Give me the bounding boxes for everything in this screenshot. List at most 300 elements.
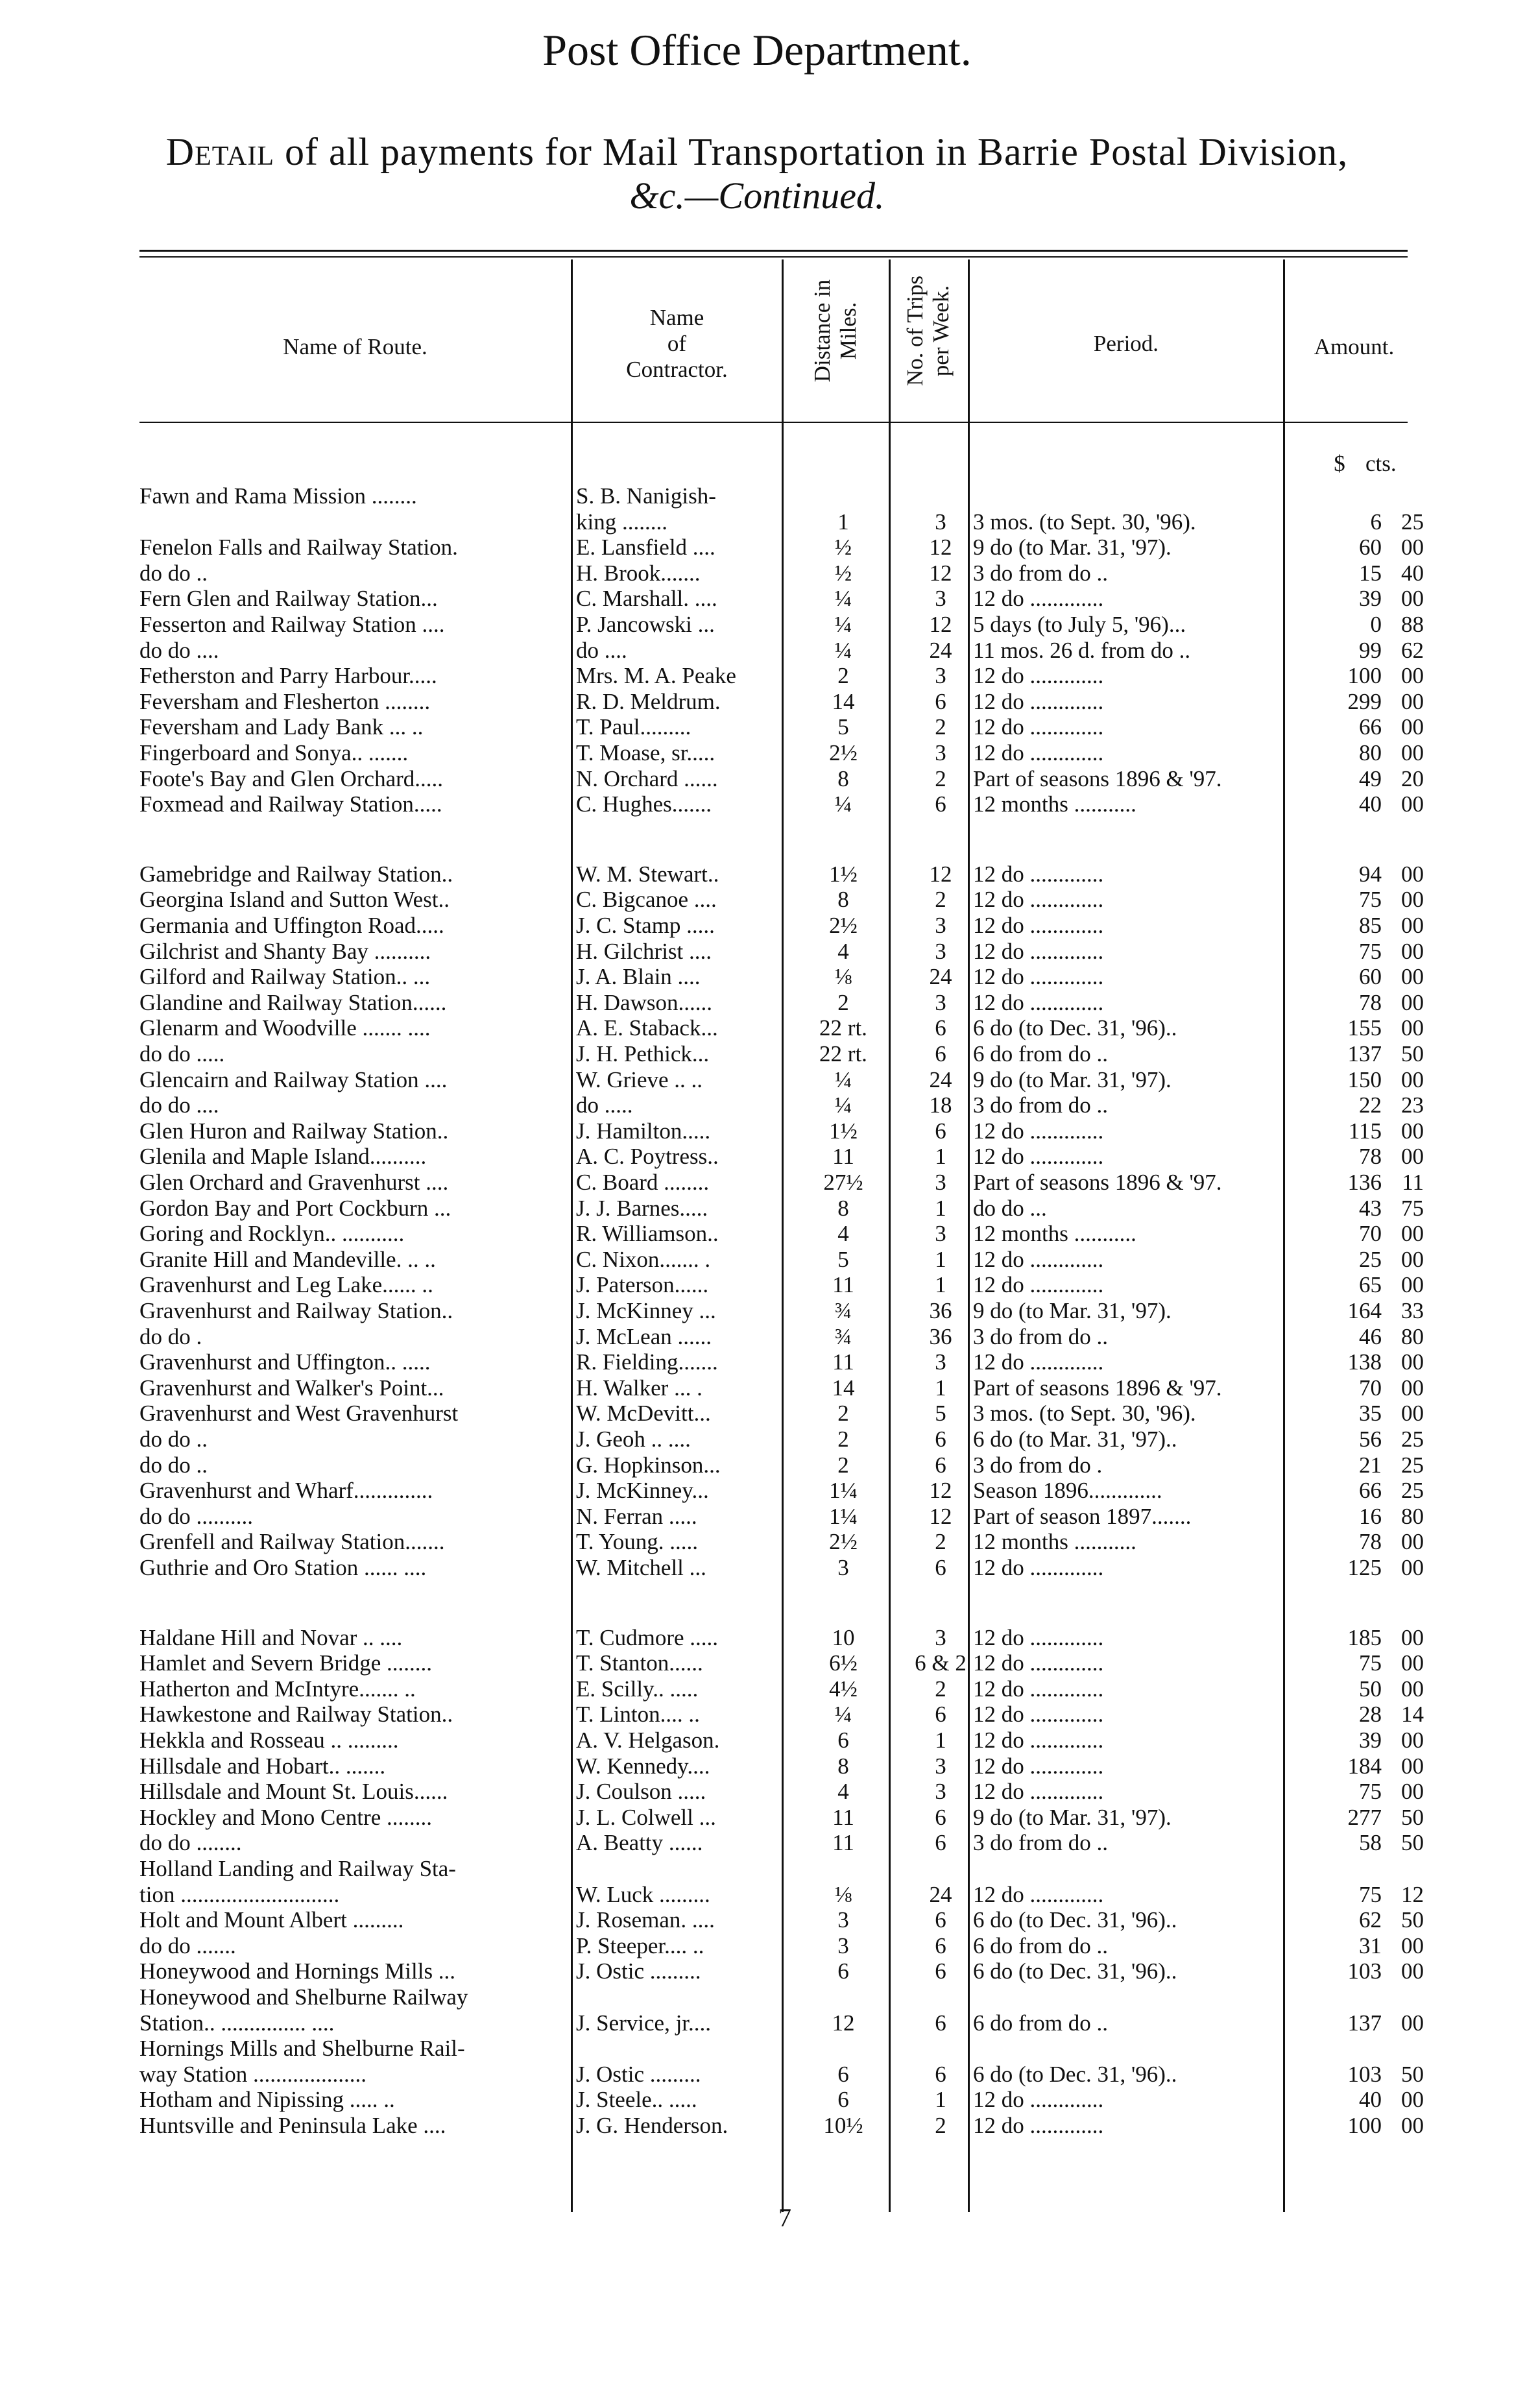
cell-contractor: C. Nixon....... . [576,1247,711,1272]
cell-trips: 6 [935,791,946,817]
table-row [0,1221,1514,1247]
cell-route: Fenelon Falls and Railway Station. [139,535,458,560]
cell-contractor: W. Mitchell ... [576,1555,706,1580]
cell-contractor: C. Marshall. .... [576,586,717,611]
cell-route: do do ....... [139,1933,236,1958]
cell-contractor: J. McKinney... [576,1478,709,1503]
cell-cents: 80 [1401,1504,1424,1529]
cell-dollars: 70 [1359,1221,1382,1246]
cell-contractor: E. Lansfield .... [576,535,715,560]
cell-trips: 1 [935,1196,946,1221]
cell-contractor: J. A. Blain .... [576,964,701,989]
table-row [0,1555,1514,1581]
cell-period: 12 do ............. [973,1272,1104,1297]
table-row [0,990,1514,1016]
cell-dist: ½ [834,560,852,586]
cell-route: way Station .................... [139,2062,366,2087]
cell-route: Hatherton and McIntyre....... .. [139,1676,416,1702]
cell-period: 6 do from do .. [973,1041,1109,1066]
cell-dist: 2 [837,1401,849,1426]
cell-dist: 14 [832,1375,855,1401]
cell-dist: 11 [832,1805,854,1830]
table-row [0,1478,1514,1504]
cell-period: 3 do from do .. [973,1830,1109,1855]
table-row [0,2010,1514,2036]
cell-period: 12 do ............. [973,939,1104,964]
cell-trips: 3 [935,990,946,1015]
cell-dollars: 150 [1347,1067,1382,1092]
cell-trips: 12 [929,612,952,637]
cell-contractor: Mrs. M. A. Peake [576,663,736,688]
table-row [0,791,1514,817]
cell-cents: 00 [1401,913,1424,938]
table-row [0,1118,1514,1144]
cell-dist: 11 [832,1272,854,1297]
cell-cents: 23 [1401,1092,1424,1118]
cell-trips: 24 [929,638,952,663]
cell-dollars: 80 [1359,740,1382,765]
cell-contractor: J. Service, jr.... [576,2010,712,2036]
cell-contractor: T. Moase, sr..... [576,740,715,765]
cell-trips: 12 [929,535,952,560]
cell-cents: 00 [1401,1401,1424,1426]
cell-dollars: 75 [1359,887,1382,912]
cell-trips: 3 [935,1221,946,1246]
cell-contractor: J. H. Pethick... [576,1041,710,1066]
cell-cents: 00 [1401,1015,1424,1041]
cell-route: Hawkestone and Railway Station.. [139,1702,453,1727]
cell-dist: 2 [837,1452,849,1478]
header-contractor-line: of [667,331,687,356]
cell-contractor: T. Linton.... .. [576,1702,700,1727]
table-row [0,612,1514,638]
cell-period: Part of seasons 1896 & '97. [973,1170,1222,1195]
cell-period: 12 do ............. [973,1728,1104,1753]
cell-contractor: C. Board ........ [576,1170,710,1195]
cell-route: Hockley and Mono Centre ........ [139,1805,433,1830]
cell-dist: ¼ [834,612,852,637]
cell-dist: ¼ [834,791,852,817]
table-row [0,939,1514,965]
cell-route: Holt and Mount Albert ......... [139,1907,404,1932]
cell-dist: 4½ [829,1676,858,1702]
cell-trips: 3 [935,740,946,765]
cell-dollars: 75 [1359,1650,1382,1676]
cell-trips: 1 [935,2087,946,2112]
cell-route: Hotham and Nipissing ..... .. [139,2087,395,2112]
cell-dollars: 66 [1359,1478,1382,1503]
cell-period: 12 do ............. [973,689,1104,714]
cell-trips: 2 [935,1529,946,1554]
cell-route: do do .. [139,560,208,586]
table-row [0,1805,1514,1831]
cell-contractor: J. G. Henderson. [576,2113,728,2138]
cell-dist: 12 [832,2010,855,2036]
cell-route: Holland Landing and Railway Sta- [139,1856,456,1881]
cell-dollars: 137 [1347,1041,1382,1066]
cell-route: Hornings Mills and Shelburne Rail- [139,2036,465,2061]
cell-trips: 6 [935,1830,946,1855]
cell-period: 12 months ........... [973,791,1136,817]
table-row [0,1830,1514,1856]
cell-cents: 00 [1401,1272,1424,1297]
cell-cents: 00 [1401,1067,1424,1092]
cell-period: 12 do ............. [973,663,1104,688]
cell-dist: 22 rt. [819,1041,867,1066]
cell-dist: 11 [832,1349,854,1375]
cell-contractor: P. Steeper.... .. [576,1933,704,1958]
cell-trips: 36 [929,1324,952,1349]
cell-trips: 5 [935,1401,946,1426]
cell-dollars: 62 [1359,1907,1382,1932]
cell-route: Hamlet and Severn Bridge ........ [139,1650,433,1676]
table-row [0,766,1514,792]
cell-dist: 11 [832,1144,854,1169]
cell-cents: 00 [1401,714,1424,740]
cell-trips: 24 [929,1067,952,1092]
table-row [0,2036,1514,2062]
table-row [0,1504,1514,1530]
cell-dollars: 94 [1359,861,1382,887]
cell-route: Georgina Island and Sutton West.. [139,887,450,912]
cell-dist: 6½ [829,1650,858,1676]
cell-route: Honeywood and Hornings Mills ... [139,1958,456,1984]
subtitle-continued: &c.—Continued. [629,175,885,217]
header-contractor-line: Name [649,305,704,330]
cell-contractor: T. Cudmore ..... [576,1625,719,1650]
cell-dist: ¼ [834,1702,852,1727]
cell-dist: 8 [837,766,849,791]
cell-contractor: N. Orchard ...... [576,766,718,791]
cell-period: 12 do ............. [973,1144,1104,1169]
cell-cents: 25 [1401,1478,1424,1503]
cell-period: 6 do (to Dec. 31, '96).. [973,2062,1177,2087]
table-row [0,1375,1514,1401]
cell-route: Gilchrist and Shanty Bay .......... [139,939,431,964]
cell-trips: 3 [935,509,946,535]
cell-trips: 6 [935,1933,946,1958]
cell-route: Glenarm and Woodville ....... .... [139,1015,431,1041]
cell-contractor: T. Young. ..... [576,1529,699,1554]
cell-period: Season 1896............. [973,1478,1162,1503]
cell-route: Grenfell and Railway Station....... [139,1529,445,1554]
cell-dist: 6 [837,1958,849,1984]
cell-contractor: J. J. Barnes..... [576,1196,708,1221]
cell-contractor: R. Fielding....... [576,1349,718,1375]
cell-dist: 8 [837,1196,849,1221]
cell-route: Fern Glen and Railway Station... [139,586,438,611]
cell-route: Gravenhurst and Walker's Point... [139,1375,444,1401]
cell-trips: 6 [935,1702,946,1727]
cell-cents: 00 [1401,2113,1424,2138]
cell-dollars: 60 [1359,535,1382,560]
cell-trips: 2 [935,887,946,912]
cell-trips: 3 [935,1779,946,1804]
cell-period: 6 do from do .. [973,2010,1109,2036]
page-number: 7 [778,2203,791,2232]
cell-trips: 1 [935,1144,946,1169]
cell-period: 12 do ............. [973,913,1104,938]
cell-period: 11 mos. 26 d. from do .. [973,638,1191,663]
cell-period: 3 do from do .. [973,560,1109,586]
cell-trips: 6 [935,1907,946,1932]
cell-route: Hillsdale and Mount St. Louis...... [139,1779,448,1804]
cell-dollars: 58 [1359,1830,1382,1855]
cell-contractor: A. E. Staback... [576,1015,718,1041]
cell-trips: 18 [929,1092,952,1118]
cell-dollars: 46 [1359,1324,1382,1349]
cell-dollars: 39 [1359,586,1382,611]
table-row [0,861,1514,887]
cell-trips: 3 [935,1349,946,1375]
cell-period: 12 months ........... [973,1529,1136,1554]
cell-route: Feversham and Lady Bank ... .. [139,714,424,740]
cell-period: 3 do from do .. [973,1092,1109,1118]
table-row [0,638,1514,664]
cell-dist: 27½ [823,1170,863,1195]
cell-dollars: 184 [1347,1753,1382,1779]
cell-contractor: J. Ostic ......... [576,2062,701,2087]
cell-dist: 3 [837,1555,849,1580]
cell-dollars: 75 [1359,1779,1382,1804]
cell-contractor: A. C. Poytress.. [576,1144,719,1169]
cell-contractor: J. Steele.. ..... [576,2087,697,2112]
cell-dollars: 39 [1359,1728,1382,1753]
cell-period: 6 do (to Dec. 31, '96).. [973,1907,1177,1932]
cell-dollars: 40 [1359,791,1382,817]
cell-contractor: J. C. Stamp ..... [576,913,715,938]
table-row [0,1907,1514,1933]
cell-trips: 6 [935,1427,946,1452]
cell-trips: 6 & 2 [915,1650,967,1676]
cell-dollars: 78 [1359,990,1382,1015]
cell-period: 3 mos. (to Sept. 30, '96). [973,509,1196,535]
cell-dollars: 75 [1359,939,1382,964]
cell-dist: 1¼ [829,1504,858,1529]
cell-route: do do .... [139,638,219,663]
cell-dist: ¼ [834,1067,852,1092]
cell-trips: 1 [935,1375,946,1401]
cell-trips: 6 [935,1958,946,1984]
cell-trips: 3 [935,913,946,938]
cell-cents: 75 [1401,1196,1424,1221]
cell-dist: 1 [837,509,849,535]
header-trips-line: No. of Trips [902,275,928,387]
cell-cents: 00 [1401,990,1424,1015]
cell-cents: 00 [1401,1676,1424,1702]
cell-dollars: 100 [1347,2113,1382,2138]
cell-period: 12 do ............. [973,1625,1104,1650]
cell-trips: 6 [935,2010,946,2036]
cell-period: 12 do ............. [973,714,1104,740]
cell-period: 12 do ............. [973,1779,1104,1804]
cell-dollars: 125 [1347,1555,1382,1580]
cell-contractor: A. V. Helgason. [576,1728,720,1753]
header-distance-line: Distance in [810,279,835,383]
cell-cents: 00 [1401,1958,1424,1984]
cell-route: Glenila and Maple Island.......... [139,1144,427,1169]
cell-contractor: E. Scilly.. ..... [576,1676,699,1702]
table-row [0,1324,1514,1350]
cell-route: Granite Hill and Mandeville. .. .. [139,1247,436,1272]
cell-dollars: 164 [1347,1298,1382,1323]
cell-period: 12 do ............. [973,2113,1104,2138]
cell-dollars: 299 [1347,689,1382,714]
cell-trips: 6 [935,1805,946,1830]
table-row [0,1984,1514,2010]
cell-route: Haldane Hill and Novar .. .... [139,1625,403,1650]
cell-period: 6 do (to Dec. 31, '96).. [973,1015,1177,1041]
cell-route: Gravenhurst and Railway Station.. [139,1298,453,1323]
table-row [0,663,1514,689]
cell-cents: 50 [1401,2062,1424,2087]
table-row [0,1144,1514,1170]
cell-trips: 6 [935,1041,946,1066]
cell-dollars: 100 [1347,663,1382,688]
table-row [0,1067,1514,1093]
cell-period: 12 do ............. [973,990,1104,1015]
cell-period: 9 do (to Mar. 31, '97). [973,1067,1172,1092]
cell-period: 12 do ............. [973,964,1104,989]
cell-dist: ¼ [834,586,852,611]
cell-dist: 11 [832,1830,854,1855]
cell-cents: 40 [1401,560,1424,586]
cell-cents: 00 [1401,1625,1424,1650]
cell-dist: ¼ [834,638,852,663]
cell-route: Hillsdale and Hobart.. ....... [139,1753,386,1779]
cell-contractor: H. Walker ... . [576,1375,703,1401]
cell-cents: 80 [1401,1324,1424,1349]
table-row [0,560,1514,586]
cell-dollars: 49 [1359,766,1382,791]
cell-period: 12 do ............. [973,861,1104,887]
table-row [0,1753,1514,1779]
cell-dist: ¼ [834,1092,852,1118]
table-row [0,1041,1514,1067]
cell-cents: 00 [1401,1375,1424,1401]
cell-dist: 4 [837,1779,849,1804]
cell-route: Foote's Bay and Glen Orchard..... [139,766,444,791]
cell-cents: 00 [1401,586,1424,611]
cell-cents: 00 [1401,1118,1424,1144]
cell-dollars: 138 [1347,1349,1382,1375]
table-row [0,535,1514,560]
cell-route: do do .. [139,1452,208,1478]
cell-cents: 25 [1401,1427,1424,1452]
cell-contractor: H. Brook....... [576,560,701,586]
cell-trips: 24 [929,964,952,989]
table-row [0,887,1514,913]
cell-trips: 3 [935,1753,946,1779]
cell-route: do do .. [139,1427,208,1452]
cell-trips: 1 [935,1272,946,1297]
cell-dollars: 78 [1359,1529,1382,1554]
cell-dollars: 28 [1359,1702,1382,1727]
cell-period: 12 do ............. [973,1349,1104,1375]
cell-dist: ½ [834,535,852,560]
cell-cents: 00 [1401,1650,1424,1676]
cell-cents: 20 [1401,766,1424,791]
cell-route: Gamebridge and Railway Station.. [139,861,453,887]
cell-dist: 2 [837,1427,849,1452]
cell-period: 12 do ............. [973,1650,1104,1676]
cell-contractor: T. Paul......... [576,714,691,740]
cell-period: 12 months ........... [973,1221,1136,1246]
table-row [0,1933,1514,1959]
table-row [0,913,1514,939]
cell-route: Gravenhurst and Leg Lake...... .. [139,1272,433,1297]
cell-dollars: 185 [1347,1625,1382,1650]
cell-dist: 3 [837,1933,849,1958]
cell-trips: 3 [935,1170,946,1195]
cell-cents: 25 [1401,509,1424,535]
cell-dist: 2½ [829,1529,858,1554]
cell-dist: 2½ [829,740,858,765]
cell-contractor: W. Grieve .. .. [576,1067,703,1092]
cell-cents: 50 [1401,1830,1424,1855]
header-trips-line: per Week. [928,285,954,377]
cell-route: Fetherston and Parry Harbour..... [139,663,437,688]
cell-contractor: J. McKinney ... [576,1298,716,1323]
cell-contractor: T. Stanton...... [576,1650,703,1676]
table-row [0,586,1514,612]
cell-route: Foxmead and Railway Station..... [139,791,442,817]
cell-cents: 00 [1401,689,1424,714]
cell-dist: 6 [837,2062,849,2087]
cell-period: 12 do ............. [973,586,1104,611]
cell-trips: 36 [929,1298,952,1323]
cell-period: Part of seasons 1896 & '97. [973,1375,1222,1401]
cell-dollars: 31 [1359,1933,1382,1958]
cell-dollars: 137 [1347,2010,1382,2036]
table-row [0,509,1514,535]
table-row [0,1427,1514,1452]
cell-trips: 2 [935,766,946,791]
cell-trips: 1 [935,1728,946,1753]
cell-route: Gravenhurst and Uffington.. ..... [139,1349,431,1375]
table-row [0,2113,1514,2139]
cell-route: do do .......... [139,1504,253,1529]
cell-dollars: 21 [1359,1452,1382,1478]
cell-contractor: J. Roseman. .... [576,1907,715,1932]
cell-dist: ¾ [834,1298,852,1323]
cell-dollars: 70 [1359,1375,1382,1401]
cell-cents: 00 [1401,535,1424,560]
table-row [0,1676,1514,1702]
cell-trips: 6 [935,1015,946,1041]
cell-dist: 1½ [829,1118,858,1144]
currency-header-row [0,451,1514,477]
cell-dollars: 85 [1359,913,1382,938]
cell-contractor: J. Paterson...... [576,1272,709,1297]
table-row [0,689,1514,715]
cell-dist: 5 [837,1247,849,1272]
cell-dollars: 103 [1347,1958,1382,1984]
cell-period: 12 do ............. [973,1702,1104,1727]
cell-dollars: 60 [1359,964,1382,989]
cell-dist: 3 [837,1907,849,1932]
cell-dollars: 78 [1359,1144,1382,1169]
cell-dollars: 43 [1359,1196,1382,1221]
cell-cents: 00 [1401,1349,1424,1375]
cell-route: Glencairn and Railway Station .... [139,1067,448,1092]
cell-trips: 6 [935,1118,946,1144]
cell-trips: 12 [929,1478,952,1503]
cell-period: 9 do (to Mar. 31, '97). [973,535,1172,560]
cell-cents: 00 [1401,1779,1424,1804]
cell-dist: ¾ [834,1324,852,1349]
cell-route: do do ........ [139,1830,242,1855]
